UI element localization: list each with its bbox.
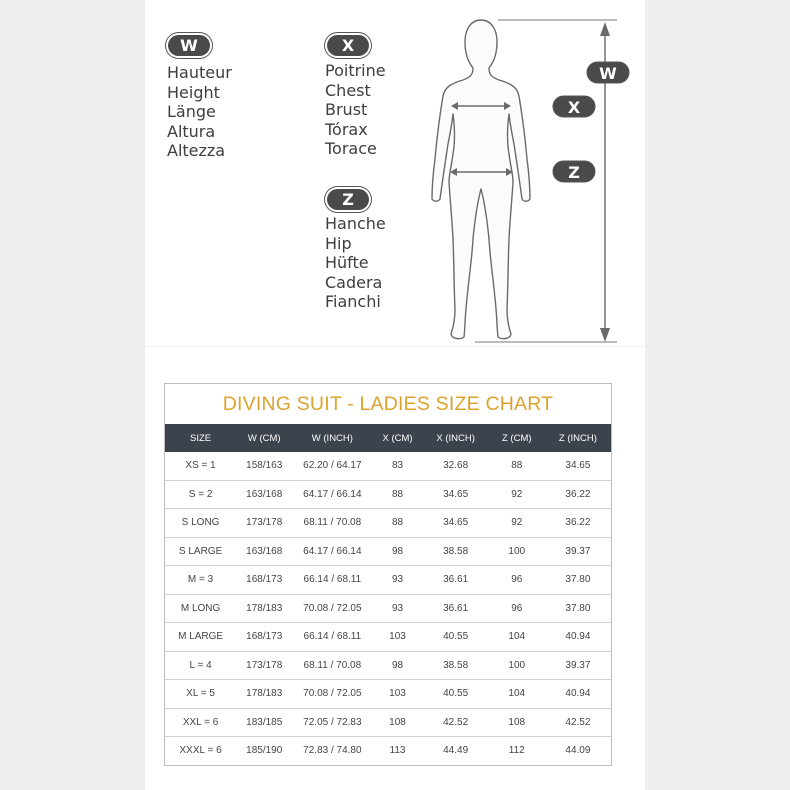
- legend-label: Fianchi: [325, 292, 381, 311]
- legend-label: Brust: [325, 100, 368, 119]
- table-cell: 168/173: [236, 623, 292, 652]
- table-cell: XXXL = 6: [179, 745, 222, 757]
- legend-label: Poitrine: [325, 61, 386, 80]
- legend-label: Torace: [325, 139, 377, 158]
- header-cell: X (CM): [372, 424, 422, 452]
- legend-label: Tórax: [325, 119, 368, 139]
- table-cell: 68.11 / 70.08: [292, 509, 372, 538]
- table-cell: 163/168: [236, 481, 292, 510]
- header-cell: W (INCH): [292, 424, 372, 452]
- table-cell: 70.08 / 72.05: [292, 595, 372, 624]
- table-cell: 72.83 / 74.80: [303, 745, 362, 757]
- hip-legend: [325, 214, 386, 312]
- table-cell: 39.37: [545, 652, 611, 681]
- table-cell: 37.80: [545, 566, 611, 595]
- header-cell: X (INCH): [423, 424, 489, 452]
- table-row: [165, 481, 611, 510]
- table-cell: S = 2: [165, 481, 236, 510]
- w-badge: W: [168, 35, 210, 56]
- body-silhouette: [432, 20, 530, 339]
- legend-label: Hauteur: [167, 63, 232, 82]
- table-cell: 62.20 / 64.17: [292, 452, 372, 481]
- z-marker-label: Z: [568, 163, 580, 182]
- table-cell: S LARGE: [165, 538, 236, 567]
- table-cell: 92: [489, 509, 545, 538]
- table-cell: 173/178: [236, 652, 292, 681]
- table-cell: 36.22: [545, 509, 611, 538]
- table-cell: 88: [372, 481, 422, 510]
- table-cell: 36.22: [545, 481, 611, 510]
- legend-label: Chest: [325, 80, 371, 100]
- table-cell: 42.52: [423, 709, 489, 738]
- table-row: [165, 652, 611, 681]
- table-cell: 96: [489, 566, 545, 595]
- table-cell: 92: [489, 481, 545, 510]
- table-cell: 68.11 / 70.08: [292, 652, 372, 681]
- table-cell: 40.94: [545, 623, 611, 652]
- table-cell: 185/190: [246, 745, 283, 757]
- table-cell: 34.65: [545, 452, 611, 481]
- table-cell: 66.14 / 68.11: [292, 566, 372, 595]
- table-cell: 112: [508, 745, 525, 757]
- table-cell: 88: [372, 509, 422, 538]
- chest-legend: [325, 61, 386, 159]
- table-cell: XS = 1: [165, 452, 236, 481]
- header-row: [165, 424, 611, 452]
- table-cell: 44.09: [565, 745, 591, 757]
- z-badge: Z: [327, 189, 369, 210]
- table-cell: 158/163: [236, 452, 292, 481]
- table-cell: 168/173: [236, 566, 292, 595]
- table-body: [165, 452, 611, 765]
- table-row: [165, 623, 611, 652]
- table-cell: 34.65: [423, 481, 489, 510]
- table-row: [165, 709, 611, 738]
- table-cell: 32.68: [423, 452, 489, 481]
- table-row: [165, 452, 611, 481]
- table-cell: 66.14 / 68.11: [292, 623, 372, 652]
- table-cell: 93: [372, 595, 422, 624]
- table-cell: 100: [489, 538, 545, 567]
- table-cell: 88: [489, 452, 545, 481]
- table-row: [165, 680, 611, 709]
- table-row: [165, 595, 611, 624]
- table-cell: 40.55: [423, 623, 489, 652]
- table-cell: 38.58: [423, 538, 489, 567]
- table-cell: 42.52: [545, 709, 611, 738]
- table-cell: 34.65: [423, 509, 489, 538]
- table-row: [165, 538, 611, 567]
- table-cell: 64.17 / 66.14: [292, 538, 372, 567]
- table-cell: 178/183: [236, 595, 292, 624]
- table-cell: S LONG: [165, 509, 236, 538]
- table-row: [165, 737, 611, 765]
- table-cell: 183/185: [236, 709, 292, 738]
- table-cell: 72.05 / 72.83: [292, 709, 372, 738]
- table-cell: 100: [489, 652, 545, 681]
- table-cell: 64.17 / 66.14: [292, 481, 372, 510]
- size-chart-table: [164, 383, 612, 766]
- legend-label: Altezza: [167, 141, 226, 160]
- legend-label: Cadera: [325, 272, 383, 292]
- table-cell: 40.94: [545, 680, 611, 709]
- chart-title: DIVING SUIT - LADIES SIZE CHART: [222, 393, 554, 415]
- table-cell: M LONG: [165, 595, 236, 624]
- table-cell: 98: [372, 538, 422, 567]
- table-cell: 36.61: [423, 595, 489, 624]
- table-cell: 70.08 / 72.05: [292, 680, 372, 709]
- table-row: [165, 509, 611, 538]
- table-cell: 37.80: [545, 595, 611, 624]
- table-cell: M LARGE: [165, 623, 236, 652]
- w-marker-label: W: [599, 64, 617, 83]
- height-arrow-bottom: [600, 328, 610, 342]
- section-divider: [145, 346, 645, 347]
- table-cell: 104: [489, 680, 545, 709]
- table-cell: 103: [372, 680, 422, 709]
- x-badge: X: [327, 35, 369, 56]
- table-cell: 44.49: [443, 745, 469, 757]
- table-row: [165, 566, 611, 595]
- table-cell: 36.61: [423, 566, 489, 595]
- table-cell: 173/178: [236, 509, 292, 538]
- table-cell: 104: [489, 623, 545, 652]
- table-cell: 98: [372, 652, 422, 681]
- table-cell: 93: [372, 566, 422, 595]
- table-cell: 40.55: [423, 680, 489, 709]
- legend-label: Altura: [167, 121, 216, 141]
- legend-label: Height: [167, 82, 220, 102]
- table-cell: XXL = 6: [165, 709, 236, 738]
- table-cell: 83: [372, 452, 422, 481]
- body-figure-diagram: [415, 14, 635, 346]
- legend-label: Länge: [167, 102, 216, 121]
- header-cell: W (CM): [236, 424, 292, 452]
- table-cell: 39.37: [545, 538, 611, 567]
- table-cell: 113: [389, 745, 406, 757]
- height-arrow-top: [600, 22, 610, 36]
- size-chart-page: [145, 0, 645, 790]
- header-cell: Z (INCH): [545, 424, 611, 452]
- table-cell: 108: [489, 709, 545, 738]
- table-cell: L = 4: [165, 652, 236, 681]
- height-legend: [167, 63, 232, 161]
- legend-label: Hanche: [325, 214, 386, 233]
- table-cell: XL = 5: [165, 680, 236, 709]
- table-cell: 108: [372, 709, 422, 738]
- table-cell: 38.58: [423, 652, 489, 681]
- header-cell: Z (CM): [489, 424, 545, 452]
- legend-label: Hüfte: [325, 253, 369, 272]
- header-cell: SIZE: [165, 424, 236, 452]
- x-marker-label: X: [567, 98, 581, 117]
- size-table: [165, 424, 611, 765]
- table-cell: M = 3: [165, 566, 236, 595]
- table-cell: 96: [489, 595, 545, 624]
- table-cell: 178/183: [236, 680, 292, 709]
- legend-label: Hip: [325, 233, 352, 253]
- table-cell: 103: [372, 623, 422, 652]
- table-cell: 163/168: [236, 538, 292, 567]
